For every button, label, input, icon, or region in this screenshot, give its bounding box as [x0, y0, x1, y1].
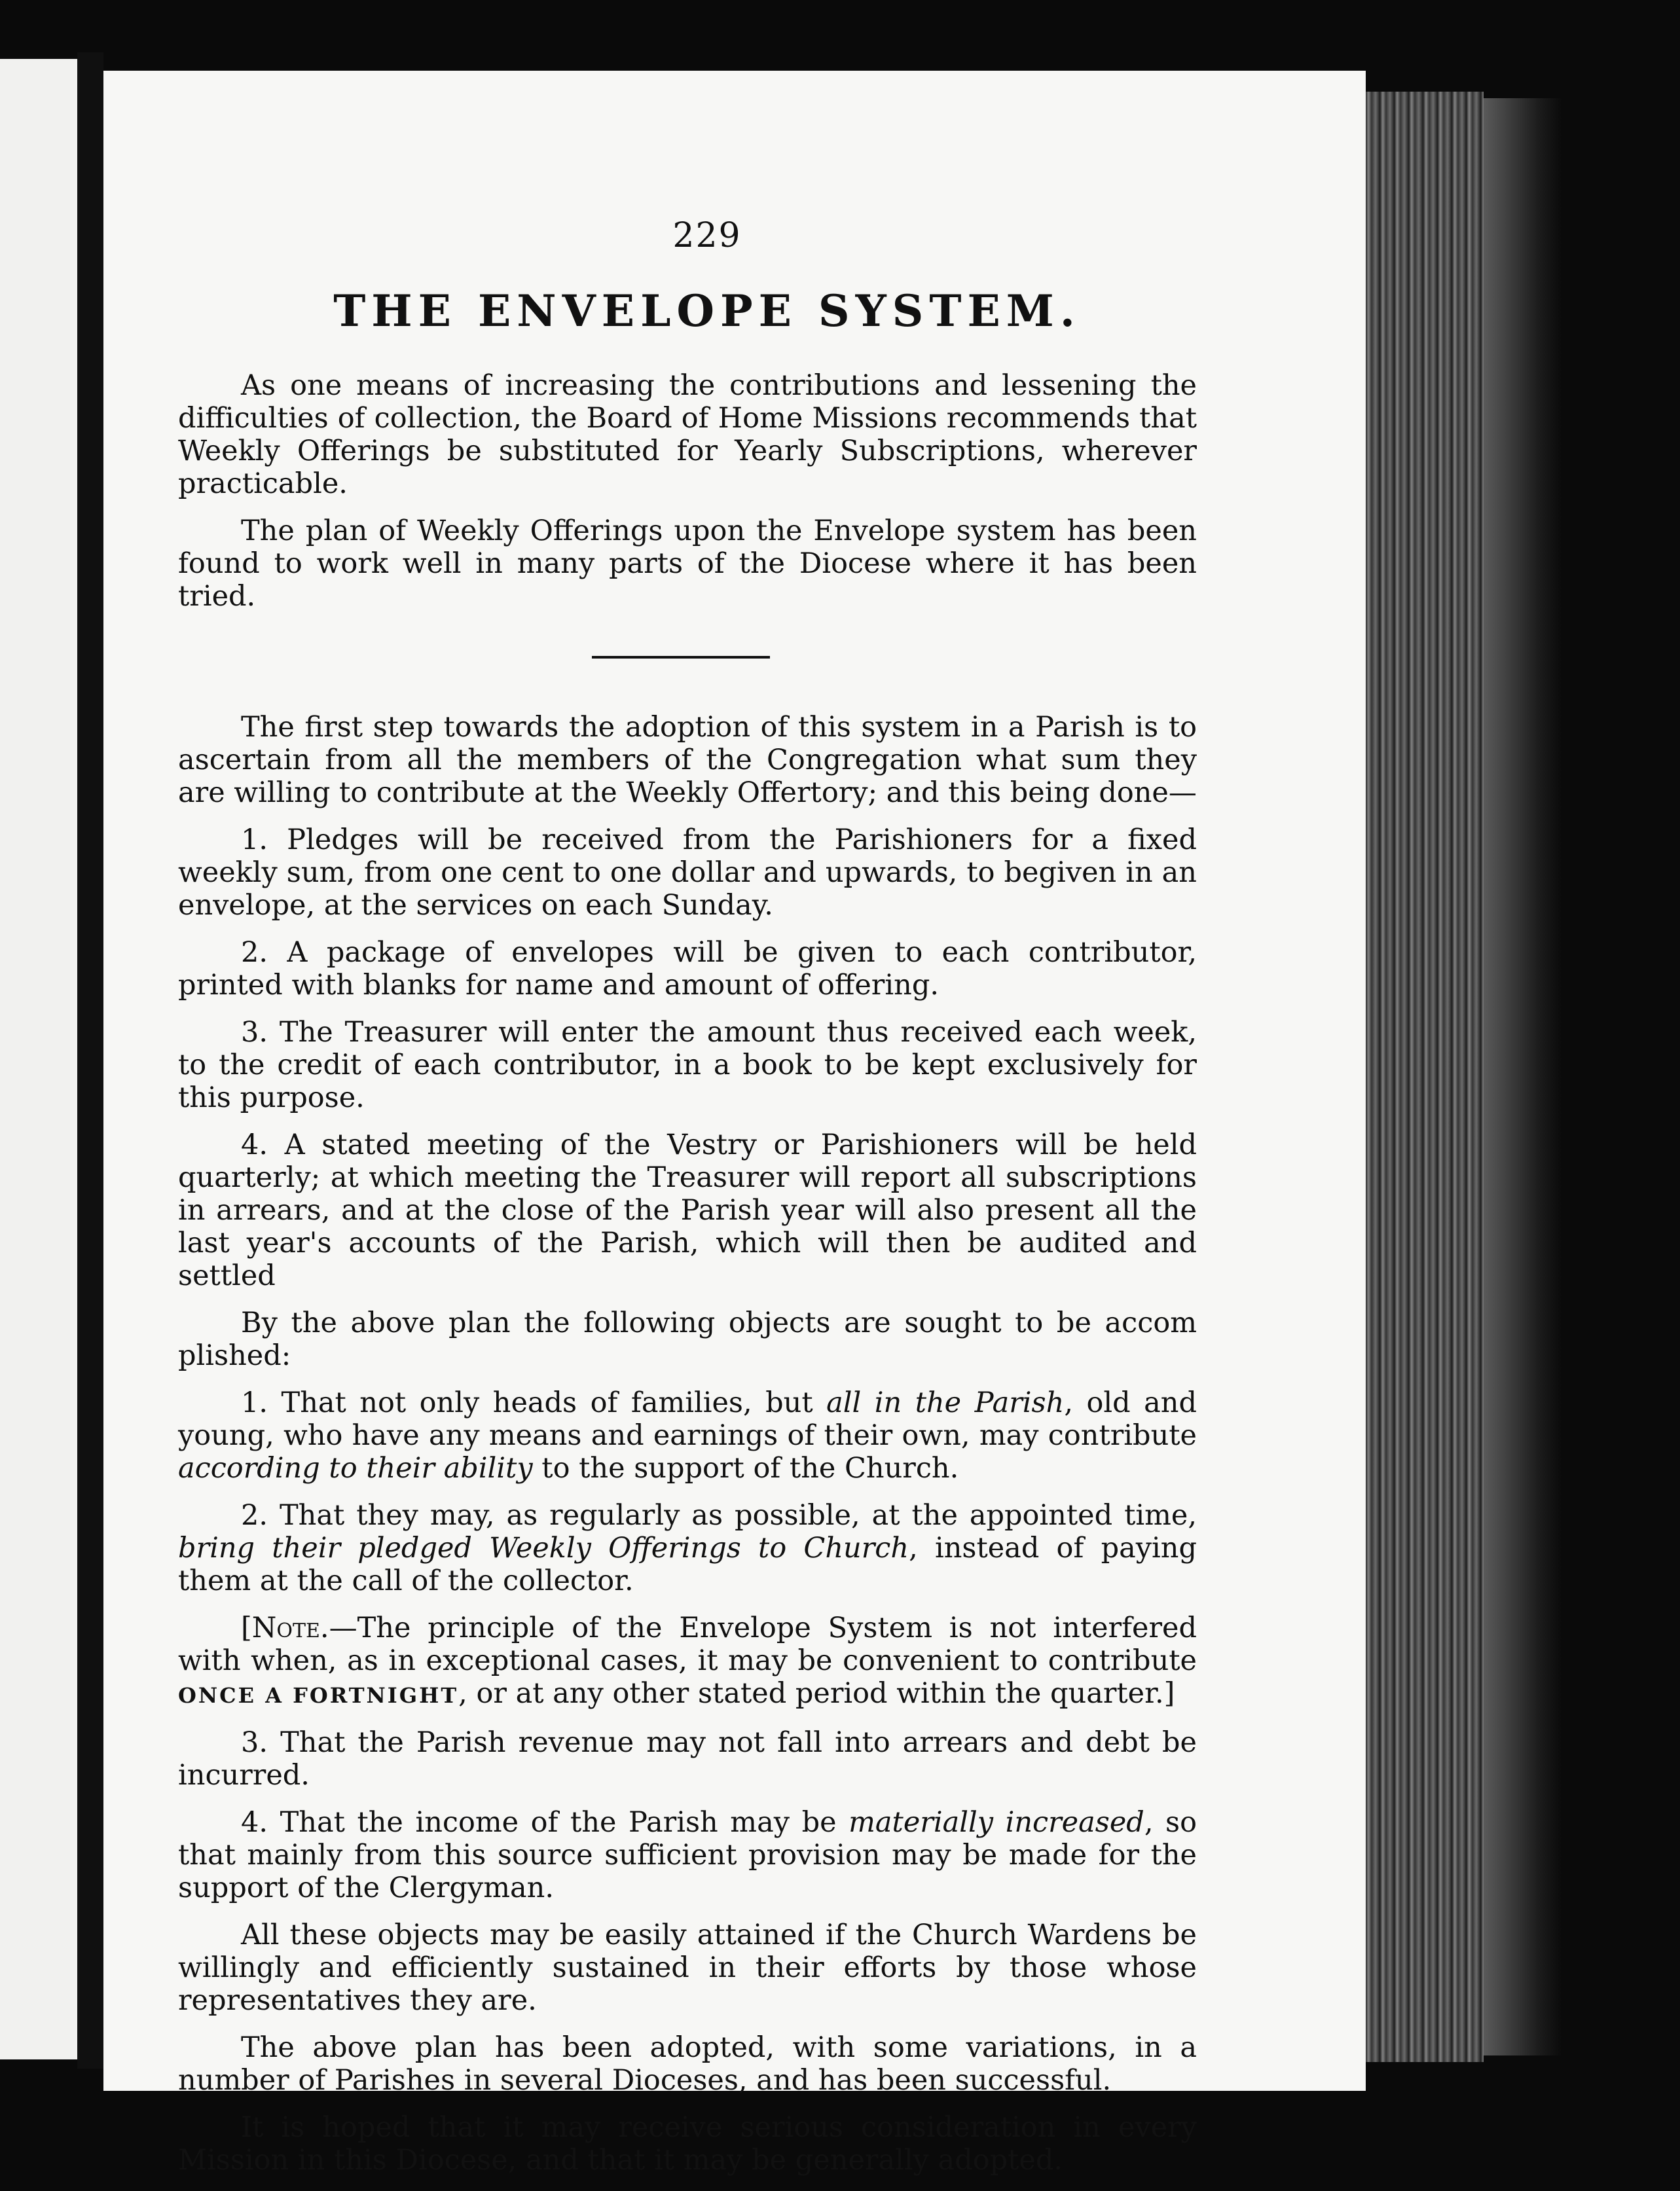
- intro-paragraph-2: The plan of Weekly Offerings upon the Envelope system has been found to work well in many parts of the Diocese where it has been tried.: [178, 515, 1197, 613]
- step-4: 4. A stated meeting of the Vestry or Parishioners will be held quarterly; at which meeting the Treasurer will report all subscriptions in arrears, and at the close of the Parish year will also present all the last year's accounts of the Parish, which will then be audited and settled: [178, 1129, 1197, 1292]
- object-1-text-c: to the support of the Church.: [532, 1452, 959, 1485]
- page-number: 229: [672, 216, 742, 255]
- objects-intro: By the above plan the following objects are sought to be accom plished:: [178, 1307, 1197, 1372]
- step-3: 3. The Treasurer will enter the amount thus received each week, to the credit of each contributor, in a book to be kept exclusively for this purpose.: [178, 1016, 1197, 1114]
- section-divider: [592, 656, 770, 659]
- page-content: [178, 216, 1197, 2191]
- page-title: THE ENVELOPE SYSTEM.: [333, 285, 1081, 336]
- closing-paragraph-3: It is hoped that it may receive serious consideration in every Mission in this Diocese, and that it may be generally adopted.: [178, 2111, 1197, 2177]
- object-4-text-a: 4. That the income of the Parish may be: [241, 1806, 849, 1839]
- note-bracket: [: [241, 1612, 252, 1644]
- object-1-text-b: , old and young, who have any means and earnings of their own, may contribute: [178, 1386, 1197, 1452]
- object-4: [178, 1806, 1197, 1904]
- object-2-emphasis: bring their pledged Weekly Offerings to Church: [178, 1532, 909, 1565]
- object-2-text-a: 2. That they may, as regularly as possible, at the appointed time,: [241, 1499, 1197, 1532]
- object-1-text-a: 1. That not only heads of families, but: [241, 1386, 827, 1419]
- book-gutter: [77, 52, 103, 2069]
- note-text-a: .—The principle of the Envelope System is not interfered with when, as in exceptional cases, it may be convenient to contribute: [178, 1612, 1197, 1677]
- object-1-emphasis-b: according to their ability: [178, 1452, 533, 1485]
- object-4-text-b: , so that mainly from this source sufficient provision may be made for the support of the Clergyman.: [178, 1806, 1197, 1904]
- note-text-b: , or at any other stated period within the quarter.]: [458, 1677, 1175, 1710]
- book-cover-shadow: [1484, 98, 1562, 2055]
- closing-paragraph-2: The above plan has been adopted, with some variations, in a number of Parishes in several Dioceses, and has been successful.: [178, 2031, 1197, 2097]
- object-2-text-b: , instead of paying them at the call of the collector.: [178, 1532, 1197, 1597]
- facing-page-edge: [0, 59, 77, 2059]
- first-step-paragraph: The first step towards the adoption of this system in a Parish is to ascertain from all the members of the Congregation what sum they are willing to contribute at the Weekly Offertory; and this being done—: [178, 711, 1197, 809]
- intro-paragraph-1: As one means of increasing the contributions and lessening the difficulties of collection, the Board of Home Missions recommends that Weekly Offerings be substituted for Yearly Subscriptions, wherever practicable.: [178, 369, 1197, 500]
- object-4-emphasis: materially increased: [849, 1806, 1144, 1839]
- object-3: 3. That the Parish revenue may not fall into arrears and debt be incurred.: [178, 1726, 1197, 1792]
- note-emphasis: ONCE A FORTNIGHT: [178, 1683, 459, 1708]
- step-2: 2. A package of envelopes will be given to each contributor, printed with blanks for name and amount of offering.: [178, 936, 1197, 1002]
- note-label: Note: [251, 1612, 320, 1644]
- page-stack-edges: [1366, 92, 1484, 2062]
- closing-paragraph-1: All these objects may be easily attained if the Church Wardens be willingly and efficiently sustained in their efforts by those whose representatives they are.: [178, 1919, 1197, 2017]
- object-1-emphasis-a: all in the Parish: [826, 1386, 1065, 1419]
- note-paragraph: [178, 1612, 1197, 1712]
- step-1: 1. Pledges will be received from the Parishioners for a fixed weekly sum, from one cent to one dollar and upwards, to begiven in an envelope, at the services on each Sunday.: [178, 824, 1197, 922]
- object-2: [178, 1499, 1197, 1597]
- object-1: [178, 1386, 1197, 1485]
